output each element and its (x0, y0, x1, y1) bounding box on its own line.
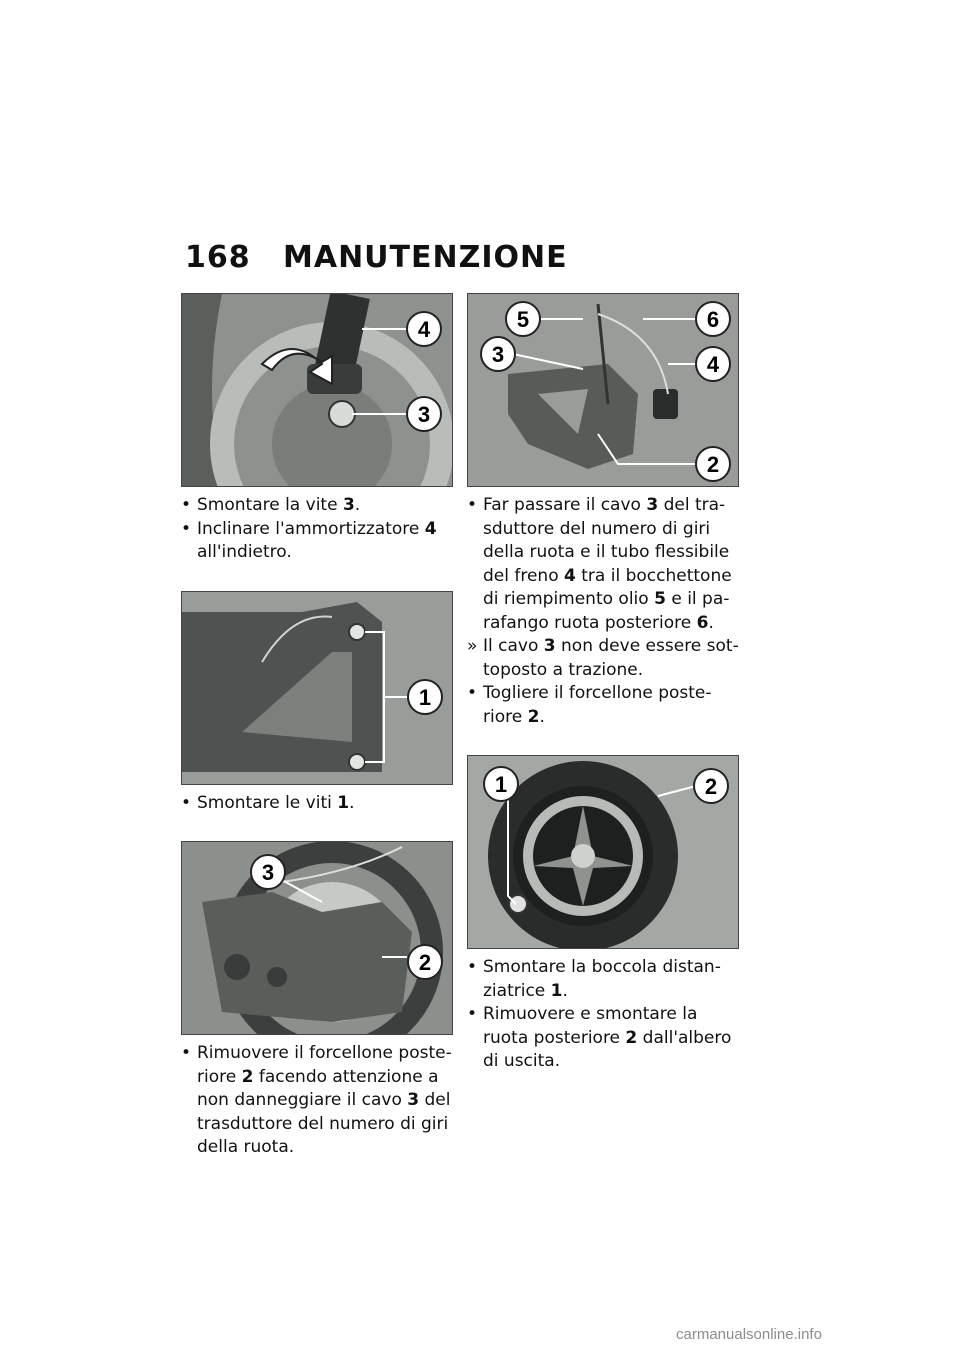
callout-label: 4 (417, 317, 431, 342)
callout-label: 6 (706, 307, 720, 332)
callout-2 (696, 447, 730, 481)
photo-rear-wheel (467, 755, 739, 949)
watermark: carmanualsonline.info (676, 1326, 822, 1343)
page-number: 168 (185, 240, 251, 275)
instruction-list (467, 494, 739, 729)
photo-swingarm-screws (181, 591, 453, 785)
callout-label: 2 (706, 452, 720, 477)
instruction-list (181, 792, 453, 816)
callout-label: 5 (516, 307, 530, 332)
instruction-list (181, 494, 453, 565)
callout-3 (407, 397, 441, 431)
left-column (181, 293, 453, 1186)
callout-label: 1 (418, 684, 432, 710)
callout-2 (694, 769, 728, 803)
photo-swingarm-removal (181, 841, 453, 1035)
photo-shock-absorber (181, 293, 453, 487)
callout-3 (251, 855, 285, 889)
page-header (185, 240, 568, 280)
list-item: • Smontare la boccola distan-ziatrice 1. (467, 957, 721, 1001)
callout-1 (408, 680, 442, 714)
callout-1 (484, 767, 518, 801)
instruction-list (467, 956, 739, 1074)
callout-4 (696, 347, 730, 381)
list-item: • Rimuovere e smontare la ruota posteriore 2 dall'albero di uscita. (467, 1004, 732, 1071)
callout-label: 1 (494, 772, 508, 797)
callout-label: 4 (706, 352, 720, 377)
callout-3 (481, 337, 515, 371)
callout-4 (407, 312, 441, 346)
list-item: • Inclinare l'ammortizzatore 4 all'indietro. (181, 518, 437, 562)
callout-2 (408, 945, 442, 979)
list-item: » Il cavo 3 non deve essere sot-toposto a trazione. (467, 636, 739, 680)
list-item: • Smontare le viti 1. (181, 792, 355, 813)
list-item: • Rimuovere il forcellone poste-riore 2 facendo attenzione a non danneggiare il cavo 3 del trasduttore del numero di giri della ruota. (181, 1043, 452, 1157)
callout-label: 2 (418, 950, 432, 975)
list-item: • Togliere il forcellone poste-riore 2. (467, 683, 712, 727)
list-item: • Smontare la vite 3. (181, 495, 361, 515)
page-title: MANUTENZIONE (283, 240, 568, 275)
callout-5 (506, 302, 540, 336)
photo-cable-routing (467, 293, 739, 487)
callout-label: 3 (491, 342, 505, 367)
list-item: • Far passare il cavo 3 del tra-sduttore del numero di giri della ruota e il tubo flessibile del freno 4 tra il bocchettone di riempimento olio 5 e il pa-rafango ruota posteriore 6. (467, 495, 732, 633)
callout-label: 2 (704, 774, 718, 799)
callout-6 (696, 302, 730, 336)
right-column (467, 293, 739, 1100)
callout-label: 3 (417, 402, 431, 427)
callout-label: 3 (261, 860, 275, 885)
instruction-list (181, 1042, 453, 1160)
